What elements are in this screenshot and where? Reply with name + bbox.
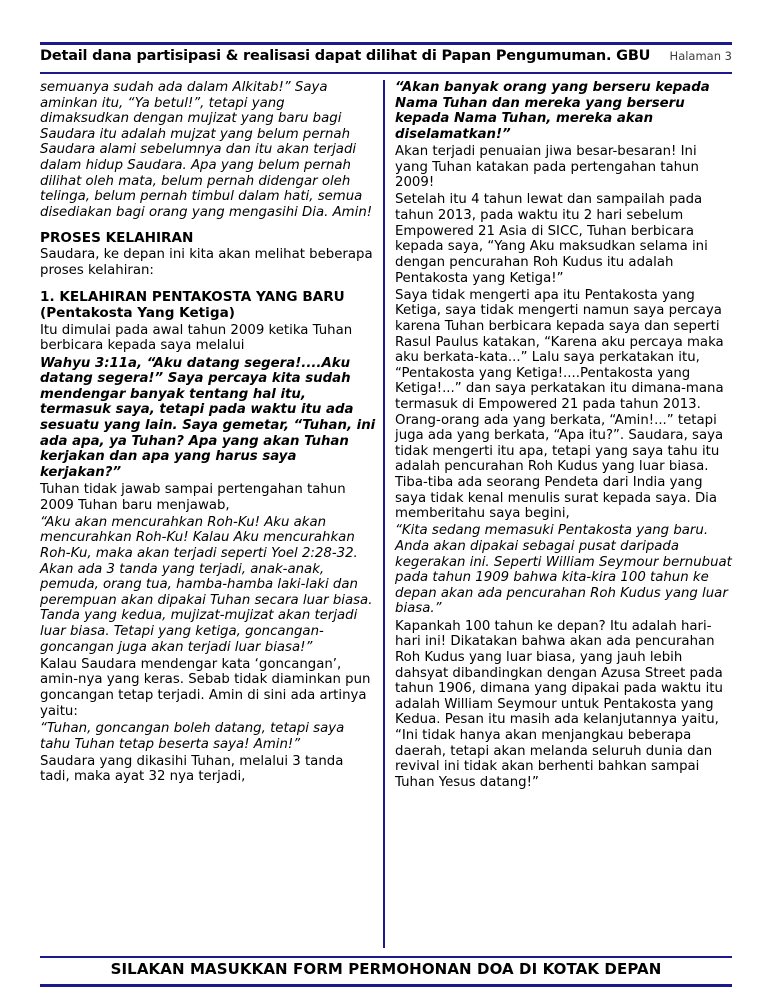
body-columns — [40, 80, 732, 948]
paragraph-azusa-street: Kapankah 100 tahun ke depan? Itu adalah hari-hari ini! Dikatakan bahwa akan ada pencurahan Roh Kudus yang luar biasa, yang jauh lebih dahsyat dibandingkan dengan Azusa Street pada tahun 1906, dimana yang dipakai pada waktu itu adalah William Seymour untuk Pentakosta yang Kedua. Pesan itu masih ada kelanjutannya yaitu, “Ini tidak hanya akan menjangkau beberapa daerah, tetapi akan melanda seluruh dunia dan revival ini tidak akan berhenti bahkan sampai Tuhan Yesus datang!” — [395, 618, 723, 790]
section-heading-kelahiran-pentakosta: 1. KELAHIRAN PENTAKOSTA YANG BARU (Pentakosta Yang Ketiga) — [40, 289, 345, 322]
paragraph: Akan terjadi penuaian jiwa besar-besaran! Ini yang Tuhan katakan pada pertengahan tahun 2009! — [395, 144, 699, 191]
paragraph-quote-berseru: “Akan banyak orang yang berseru kepada Nama Tuhan dan mereka yang berseru kepada Nama Tuhan, mereka akan diselamatkan!” — [395, 80, 710, 142]
paragraph: Kalau Saudara mendengar kata ‘goncangan’, amin-nya yang keras. Sebab tidak diaminkan pun goncangan tetap terjadi. Amin di sini ada artinya yaitu: — [40, 656, 371, 719]
right-column — [395, 80, 732, 948]
page-number-label: Halaman 3 — [669, 49, 732, 63]
header-title: Detail dana partisipasi & realisasi dapat dilihat di Papan Pengumuman. GBU — [40, 48, 651, 64]
top-divider — [40, 42, 732, 45]
header-divider — [40, 72, 732, 74]
paragraph-quote-goncangan: “Tuhan, goncangan boleh datang, tetapi saya tahu Tuhan tetap beserta saya! Amin!” — [40, 720, 345, 752]
paragraph: Saudara yang dikasihi Tuhan, melalui 3 tanda tadi, maka ayat 32 nya terjadi, — [40, 753, 344, 785]
footer-bottom-divider — [40, 984, 732, 987]
paragraph: Itu dimulai pada awal tahun 2009 ketika Tuhan berbicara kepada saya melalui — [40, 322, 353, 354]
page-header — [40, 48, 732, 64]
paragraph-perkataan-paulus: Saya tidak mengerti apa itu Pentakosta yang Ketiga, saya tidak mengerti namun saya percaya karena Tuhan berbicara kepada saya dan seperti Rasul Paulus katakan, “Karena aku percaya maka aku berkata-kata...” Lalu saya perkatakan itu, “Pentakosta yang Ketiga!....Pentakosta yang Ketiga!...” dan saya perkatakan itu dimana-mana termasuk di Empowered 21 pada tahun 2013. Orang-orang ada yang berkata, “Amin!...” tetapi juga ada yang berkata, “Apa itu?”. Saudara, saya tidak mengerti itu apa, tetapi yang saya tahu itu adalah pencurahan Roh Kudus yang luar biasa. Tiba-tiba ada seorang Pendeta dari India yang saya tidak kenal menulis surat kepada saya. Dia memberitahu saya begini, — [395, 287, 724, 522]
left-column — [40, 80, 377, 948]
paragraph: Saudara, ke depan ini kita akan melihat beberapa proses kelahiran: — [40, 247, 373, 278]
paragraph-pentakosta-ketiga: Setelah itu 4 tahun lewat dan sampailah pada tahun 2013, pada waktu itu 2 hari sebelum Empowered 21 Asia di SICC, Tuhan berbicara kepada saya, “Yang Aku maksudkan selama ini dengan pencurahan Roh Kudus itu adalah Pentakosta yang Ketiga!” — [395, 192, 708, 286]
footer-top-divider — [40, 956, 732, 958]
footer-notice: SILAKAN MASUKKAN FORM PERMOHONAN DOA DI KOTAK DEPAN — [110, 960, 662, 978]
paragraph-quote-pendeta-india: “Kita sedang memasuki Pentakosta yang baru. Anda akan dipakai sebagai pusat daripada kegerakan ini. Seperti William Seymour bernubuat pada tahun 1909 bahwa kita-kira 100 tahun ke depan akan ada pencurahan Roh Kudus yang luar biasa.” — [395, 523, 732, 617]
paragraph: Tuhan tidak jawab sampai pertengahan tahun 2009 Tuhan baru menjawab, — [40, 481, 346, 513]
paragraph: semuanya sudah ada dalam Alkitab!” Saya aminkan itu, “Ya betul!”, tetapi yang dimaksudkan dengan mujizat yang baru bagi Saudara itu adalah mujzat yang belum pernah Saudara alami sebelumnya dan itu akan terjadi dalam hidup Saudara. Apa yang belum pernah dilihat oleh mata, belum pernah didengar oleh telinga, belum pernah timbul dalam hati, semua disediakan bagi orang yang mengasihi Dia. Amin! — [40, 80, 373, 220]
section-heading-proses-kelahiran: PROSES KELAHIRAN — [40, 229, 194, 246]
paragraph-scripture-wahyu: Wahyu 3:11a, “Aku datang segera!....Aku datang segera!” Saya percaya kita sudah mendengar banyak tentang hal itu, termasuk saya, tetapi pada waktu itu ada sesuatu yang lain. Saya gemetar, “Tuhan, ini ada apa, ya Tuhan? Apa yang akan Tuhan kerjakan dan apa yang harus saya kerjakan?” — [40, 355, 376, 480]
paragraph-quote-roh-ku: “Aku akan mencurahkan Roh-Ku! Aku akan mencurahkan Roh-Ku! Kalau Aku mencurahkan Roh-Ku, maka akan terjadi seperti Yoel 2:28-32. Akan ada 3 tanda yang terjadi, anak-anak, pemuda, orang tua, hamba-hamba laki-laki dan perempuan akan dipakai Tuhan secara luar biasa. Tanda yang kedua, mujizat-mujizat akan terjadi luar biasa. Tetapi yang ketiga, goncangan-goncangan juga akan terjadi luar biasa!” — [40, 514, 373, 655]
